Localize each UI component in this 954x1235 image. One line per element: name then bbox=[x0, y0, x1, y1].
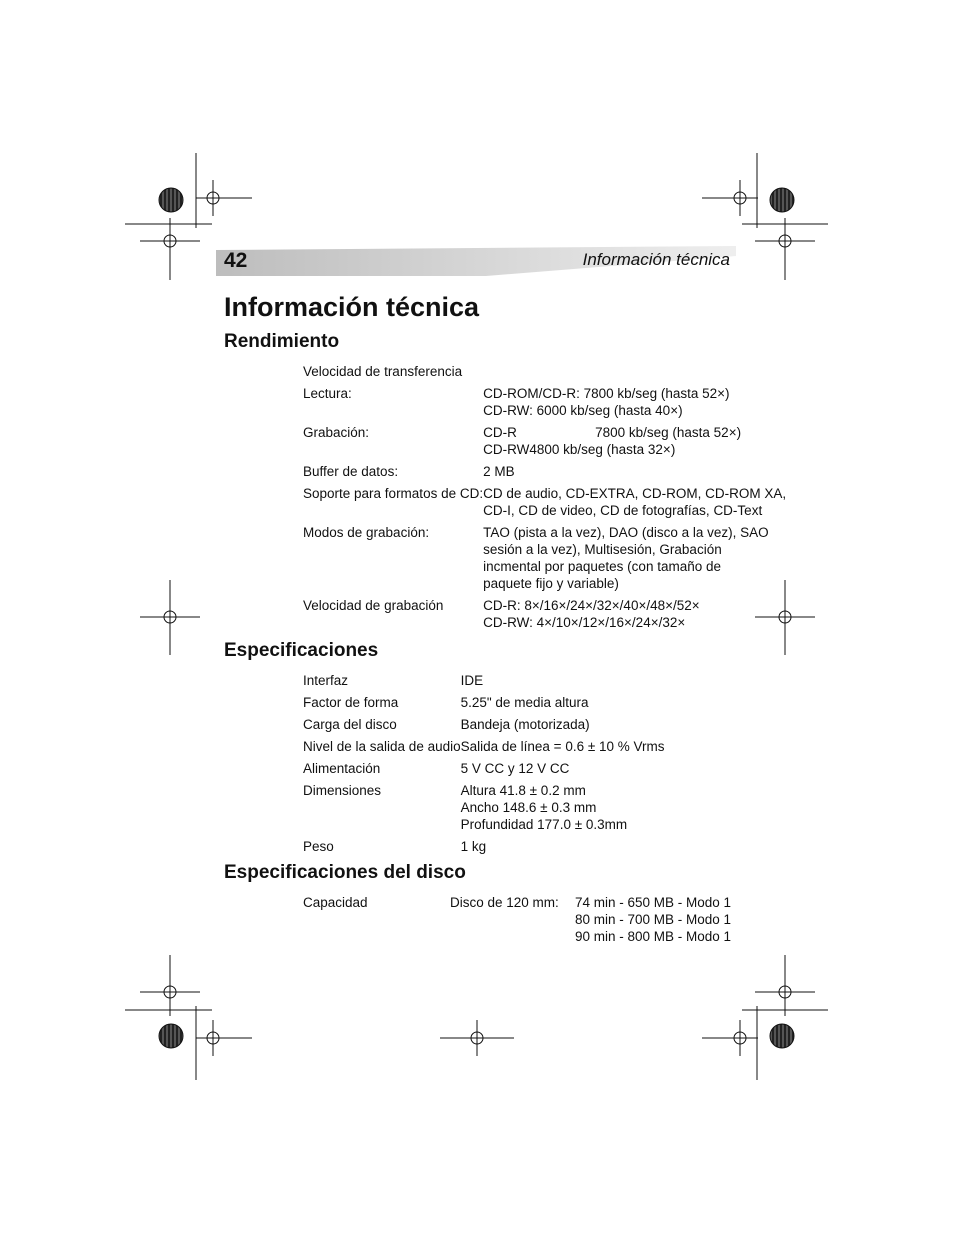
page-title: Información técnica bbox=[224, 292, 480, 322]
spec-label: Grabación: bbox=[303, 425, 370, 440]
value-line: CD de audio, CD-EXTRA, CD-ROM, CD-ROM XA, bbox=[483, 486, 787, 501]
value-line: TAO (pista a la vez), DAO (disco a la vez), SAO bbox=[483, 525, 769, 540]
spec-value bbox=[483, 380, 786, 419]
spec-row-lectura bbox=[303, 380, 786, 419]
spec-row-factor bbox=[303, 689, 665, 711]
spec-label: Lectura: bbox=[303, 386, 352, 401]
value-line: incmental por paquetes (con tamaño de bbox=[483, 559, 721, 574]
spec-label: Soporte para formatos de CD: bbox=[303, 486, 484, 501]
spec-value bbox=[483, 592, 786, 631]
spec-value bbox=[461, 777, 665, 833]
running-title: Información técnica bbox=[582, 250, 730, 269]
page-number: 42 bbox=[224, 249, 248, 272]
value-line: Profundidad 177.0 ± 0.3mm bbox=[460, 817, 628, 832]
spec-row-peso bbox=[303, 833, 665, 855]
spec-row-modos bbox=[303, 519, 786, 592]
spec-value bbox=[483, 419, 786, 458]
spec-row-capacidad bbox=[303, 894, 731, 945]
spec-label: Buffer de datos: bbox=[303, 464, 399, 479]
value-line: 80 min - 700 MB - Modo 1 bbox=[575, 912, 732, 927]
spec-row-dimensiones bbox=[303, 777, 665, 833]
spec-value bbox=[575, 894, 731, 945]
spec-value: IDE bbox=[460, 673, 484, 688]
spec-value bbox=[483, 480, 786, 519]
value-line: CD-RW: 4×/10×/12×/16×/24×/32× bbox=[483, 615, 686, 630]
value-line: Altura 41.8 ± 0.2 mm bbox=[460, 783, 586, 798]
spec-label: Modos de grabación: bbox=[303, 525, 430, 540]
rendimiento-table bbox=[303, 363, 786, 631]
spec-row-interfaz bbox=[303, 672, 665, 689]
value-line: 74 min - 650 MB - Modo 1 bbox=[575, 895, 732, 910]
spec-label: Capacidad bbox=[303, 895, 368, 910]
value-line: 90 min - 800 MB - Modo 1 bbox=[575, 929, 732, 944]
spec-value: 5 V CC y 12 V CC bbox=[460, 761, 570, 776]
spec-row-grabacion bbox=[303, 419, 786, 458]
value-part: CD-R bbox=[483, 425, 517, 440]
value-line: CD-RW: 6000 kb/seg (hasta 40×) bbox=[483, 403, 683, 418]
spec-label: Peso bbox=[303, 839, 334, 854]
spec-row-buffer bbox=[303, 458, 786, 480]
spec-value: Bandeja (motorizada) bbox=[460, 717, 590, 732]
section-heading-especificaciones: Especificaciones bbox=[224, 640, 379, 661]
spec-sublabel: Disco de 120 mm: bbox=[450, 895, 559, 910]
spec-value: 5.25" de media altura bbox=[460, 695, 589, 710]
spec-label: Velocidad de grabación bbox=[303, 598, 444, 613]
spec-label: Nivel de la salida de audio bbox=[303, 739, 461, 754]
disco-table bbox=[303, 894, 731, 945]
value-line: CD-RW4800 kb/seg (hasta 32×) bbox=[483, 442, 676, 457]
value-line: paquete fijo y variable) bbox=[483, 576, 619, 591]
spec-label: Velocidad de transferencia bbox=[303, 364, 463, 379]
value-line: CD-I, CD de video, CD de fotografías, CD-Text bbox=[483, 503, 763, 518]
spec-row-alimentacion bbox=[303, 755, 665, 777]
spec-value: Salida de línea = 0.6 ± 10 % Vrms bbox=[460, 739, 665, 754]
value-line: Ancho 148.6 ± 0.3 mm bbox=[460, 800, 597, 815]
spec-value: 2 MB bbox=[483, 464, 515, 479]
especificaciones-table bbox=[303, 672, 665, 855]
spec-row-soporte bbox=[303, 480, 786, 519]
spec-value: 1 kg bbox=[460, 839, 487, 854]
spec-label: Factor de forma bbox=[303, 695, 399, 710]
value-line bbox=[483, 424, 786, 441]
value-line: sesión a la vez), Multisesión, Grabación bbox=[483, 542, 722, 557]
spec-row-nivel bbox=[303, 733, 665, 755]
value-part: 7800 kb/seg (hasta 52×) bbox=[595, 425, 742, 440]
spec-label: Alimentación bbox=[303, 761, 381, 776]
value-line: CD-ROM/CD-R: 7800 kb/seg (hasta 52×) bbox=[483, 386, 730, 401]
spec-row-carga bbox=[303, 711, 665, 733]
spec-label: Interfaz bbox=[303, 673, 349, 688]
value-line: CD-R: 8×/16×/24×/32×/40×/48×/52× bbox=[483, 598, 700, 613]
spec-label: Dimensiones bbox=[303, 783, 382, 798]
spec-value bbox=[483, 519, 786, 592]
section-heading-disco: Especificaciones del disco bbox=[224, 862, 466, 883]
section-heading-rendimiento: Rendimiento bbox=[224, 331, 340, 352]
spec-label: Carga del disco bbox=[303, 717, 397, 732]
spec-row-velocidad-grabacion bbox=[303, 592, 786, 631]
